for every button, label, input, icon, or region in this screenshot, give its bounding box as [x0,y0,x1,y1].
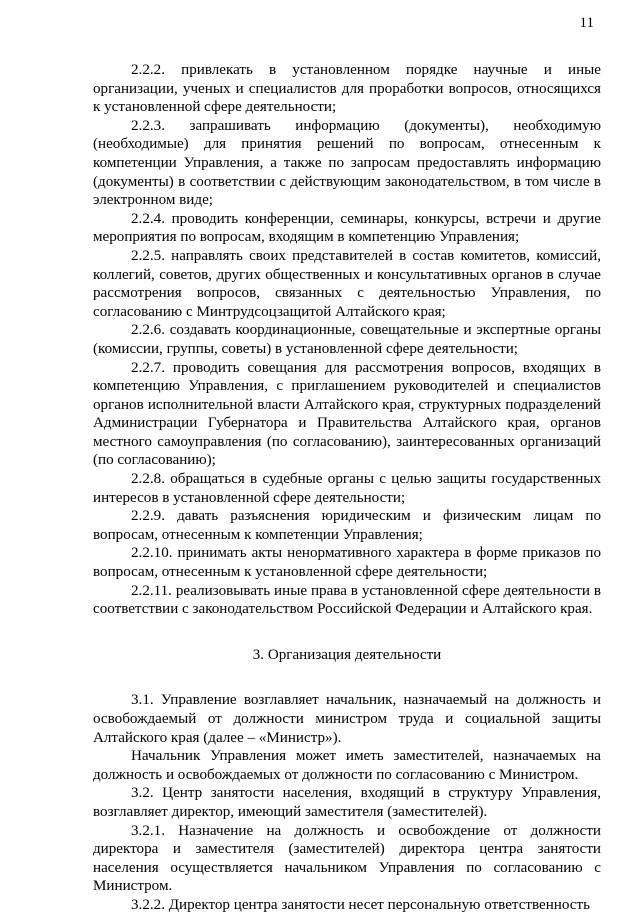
paragraph-3-2-2: 3.2.2. Директор центра занятости несет персональную ответственность [131,896,590,913]
section-heading: 3. Организация деятельности [252,646,442,663]
paragraph-2-2-7: 2.2.7. проводить совещания для рассмотрения вопросов, входящих в компетенцию Управления, с приглашением руководителей и специалистов органов исполнительной власти Алтайского края, структурных подразделений Администрации Губернатора и Правительства Алтайского края, органов местного самоуправления (по согласованию), заинтересованных организаций (по согласованию); [93,359,601,469]
paragraph-2-2-10: 2.2.10. принимать акты ненормативного характера в форме приказов по вопросам, отнесенным к установленной сфере деятельности; [93,545,601,581]
paragraph-3-2-1: 3.2.1. Назначение на должность и освобождение от должности директора и заместителя (заместителей) директора центра занятости населения осуществляется начальником Управления по согласованию с Министром. [93,822,601,895]
paragraph-3-2: 3.2. Центр занятости населения, входящий в структуру Управления, возглавляет директор, имеющий заместителя (заместителей). [93,785,601,820]
paragraph-2-2-11: 2.2.11. реализовывать иные права в установленной сфере деятельности в соответствии с законодательством Российской Федерации и Алтайского края. [93,582,601,618]
paragraph-2-2-9: 2.2.9. давать разъяснения юридическим и физическим лицам по вопросам, отнесенным к компетенции Управления; [93,508,601,543]
paragraph-3-1: 3.1. Управление возглавляет начальник, назначаемый на должность и освобождаемый от должности министром труда и социальной защиты Алтайского края (далее – «Министр»). [93,692,601,746]
page-number: 11 [579,15,594,31]
paragraph-2-2-8: 2.2.8. обращаться в судебные органы с целью защиты государственных интересов в установленной сфере деятельности; [93,471,601,506]
paragraph-deputies: Начальник Управления может иметь заместителей, назначаемых на должность и освобождаемых от должности по согласованию с Министром. [93,748,601,783]
paragraph-2-2-4: 2.2.4. проводить конференции, семинары, конкурсы, встречи и другие мероприятия по вопросам, входящим в компетенцию Управления; [93,210,601,246]
paragraph-2-2-2: 2.2.2. привлекать в установленном порядке научные и иные организации, ученых и специалистов для проработки вопросов, относящихся к установленной сфере деятельности; [93,62,601,116]
paragraph-2-2-3: 2.2.3. запрашивать информацию (документы), необходимую (необходимые) для принятия решений по вопросам, отнесенным к компетенции Управления, а также по запросам предоставлять информацию (документы) в соответствии с действующим законодательством, в том числе в электронном виде; [93,117,601,209]
document-body [93,61,601,915]
paragraph-2-2-6: 2.2.6. создавать координационные, совещательные и экспертные органы (комиссии, группы, советы) в установленной сфере деятельности; [93,322,601,357]
paragraph-2-2-5: 2.2.5. направлять своих представителей в состав комитетов, комиссий, коллегий, советов, других общественных и консультативных органов в случае рассмотрения вопросов, связанных с деятельностью Управления, по согласованию с Минтрудсоцзащитой Алтайского края; [93,247,601,320]
